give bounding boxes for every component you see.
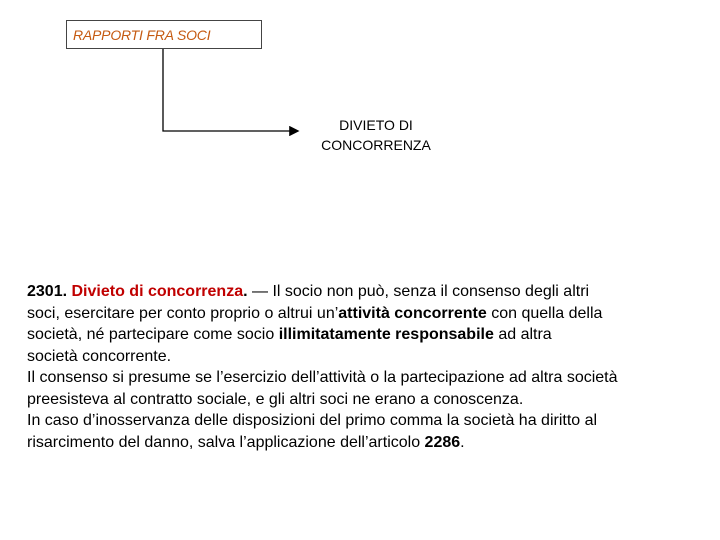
article-bold-term: attività concorrente — [338, 304, 487, 322]
article-line — [27, 324, 713, 346]
article-text-segment: società concorrente. — [27, 347, 172, 365]
article-text-segment: ad altra — [493, 326, 552, 343]
article-text-segment: — Il socio non può, senza il consenso degli altri — [252, 283, 590, 300]
branch-heading — [306, 115, 446, 155]
article-line — [27, 410, 713, 432]
article-text-segment: preesisteva al contratto sociale, e gli altri soci ne erano a conoscenza. — [27, 390, 524, 408]
box-title: RAPPORTI FRA SOCI — [73, 26, 211, 43]
article-line — [27, 346, 713, 368]
article-text-segment: . — [460, 433, 465, 451]
article-number: 2301. — [27, 283, 68, 300]
article-text — [27, 281, 713, 453]
branch-heading-line1: DIVIETO DI — [339, 117, 413, 133]
article-line — [27, 367, 713, 389]
article-line: 2301. Divieto di concorrenza. — Il socio non può, senza il consenso degli altri — [27, 283, 590, 300]
article-text-segment: società, né partecipare come socio — [27, 326, 279, 343]
article-line — [27, 389, 713, 411]
article-text-segment: In caso d’inosservanza delle disposizioni del primo comma la società ha diritto al — [27, 412, 598, 429]
connector-arrow — [0, 0, 720, 200]
article-line — [27, 303, 713, 325]
article-rubric: Divieto di concorrenza — [71, 283, 244, 300]
article-text-segment: risarcimento del danno, salva l’applicazione dell’articolo — [27, 433, 425, 451]
article-text-segment: Il consenso si presume se l’esercizio dell’attività o la partecipazione ad altra società — [27, 369, 618, 386]
article-text-segment: soci, esercitare per conto proprio o altrui un’ — [27, 304, 339, 322]
article-text-segment: con quella della — [486, 304, 603, 322]
article-bold-term: illimitatamente responsabile — [278, 326, 494, 343]
article-line — [27, 432, 713, 454]
branch-heading-line2: CONCORRENZA — [321, 137, 431, 153]
article-reference: 2286 — [424, 433, 461, 451]
